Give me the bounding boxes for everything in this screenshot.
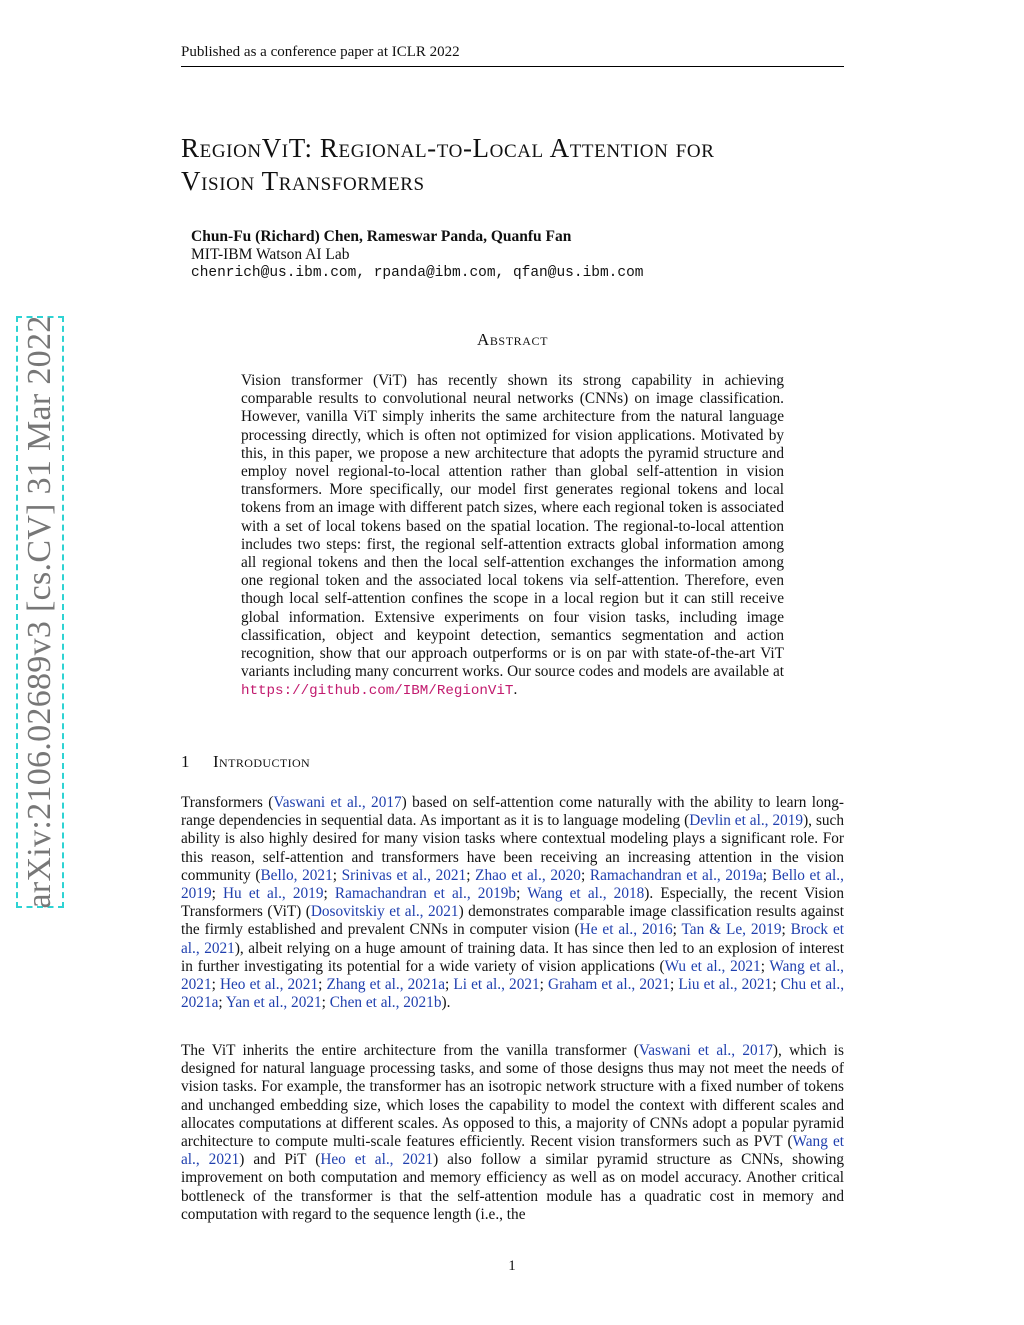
citation-link[interactable]: Hu et al., 2019 xyxy=(223,885,324,903)
paragraph-text: ; xyxy=(580,866,590,884)
abstract-text: Vision transformer (ViT) has recently shown its strong capability in achieving comparable results to convolutional neural networks (CNNs) on image classification. However, vanilla ViT simply inherits the same architecture from the natural language processing directly, which is often not optimized for vision applications. Motivated by this, in this paper, we propose a new architecture that adopts the pyramid structure and employ novel regional-to-local attention rather than global self-attention in vision transformers. More specifically, our model first generates regional tokens and local tokens from an image with different patch sizes, where each regional token is associated with a set of local tokens based on the spatial location. The regional-to-local attention includes two steps: first, the regional self-attention extracts global information among all regional tokens and then the local self-attention exchanges the information among one regional token and the associated local tokens via self-attention. Therefore, even though local self-attention confines the scope in a local region but it can still receive global information. Extensive experiments on four vision tasks, including image classification, object and keypoint detection, semantics segmentation and action recognition, show that our approach outperforms or is on par with state-of-the-art ViT variants including many concurrent works. Our source codes and models are available at xyxy=(241,372,784,681)
paragraph-text: ) demonstrates comparable image classification results against the firmly established and prevalent CNNs in computer vision ( xyxy=(181,903,844,939)
paragraph-text: ; xyxy=(211,976,220,994)
author-block xyxy=(191,228,831,282)
citation-link[interactable]: Wu et al., 2021 xyxy=(664,957,761,975)
section-heading xyxy=(181,752,844,772)
page-number: 1 xyxy=(508,1258,516,1274)
citation-link[interactable]: Heo et al., 2021 xyxy=(320,1151,434,1169)
citation-link[interactable]: Vaswani et al., 2017 xyxy=(273,794,402,811)
citation-link[interactable]: Brock et al., 2021 xyxy=(181,921,845,957)
paragraph-text: ; xyxy=(539,976,549,994)
paragraph-text: Transformers ( xyxy=(181,794,274,811)
citation-link[interactable]: Yan et al., 2021 xyxy=(225,994,322,1012)
citation-link[interactable]: Dosovitskiy et al., 2021 xyxy=(310,903,459,921)
paragraph-text: ; xyxy=(218,994,226,1012)
citation-link[interactable]: Wang et al., 2021 xyxy=(181,957,844,994)
paragraph-text: ; xyxy=(466,866,476,884)
paper-title xyxy=(181,132,844,198)
citation-link[interactable]: Liu et al., 2021 xyxy=(678,976,773,994)
paragraph-text: ; xyxy=(318,976,327,994)
paragraph-text: ; xyxy=(772,976,781,994)
citation-link[interactable]: Wang et al., 2018 xyxy=(527,885,645,903)
paragraph-text: ; xyxy=(669,976,679,994)
running-header: Published as a conference paper at ICLR 2022 xyxy=(181,44,460,60)
citation-link[interactable]: Wang et al., 2021 xyxy=(181,1133,844,1169)
paragraph-text: ; xyxy=(445,976,454,994)
paragraph-text: ). Especially, the recent Vision Transformers (ViT) ( xyxy=(181,885,844,921)
intro-paragraph-2 xyxy=(181,1042,844,1224)
paragraph-text: ; xyxy=(760,957,770,975)
arxiv-id: arXiv:2106.02689v3 [cs.CV] 31 Mar 2022 xyxy=(21,315,58,909)
citation-link[interactable]: Graham et al., 2021 xyxy=(548,976,670,994)
citation-link[interactable]: Tan & Le, 2019 xyxy=(681,921,782,939)
citation-link[interactable]: Heo et al., 2021 xyxy=(219,976,319,994)
paragraph-text: ). xyxy=(441,994,451,1012)
header-rule xyxy=(181,66,844,67)
citation-link[interactable]: Zhang et al., 2021a xyxy=(326,976,446,994)
paragraph-text: ), such ability is also highly desired for many vision tasks where contextual modeling plays a significant role. For this reason, self-attention and transformers have been receiving an increasing attention in the vision community ( xyxy=(181,812,844,884)
abstract-heading: Abstract xyxy=(476,330,549,349)
citation-link[interactable]: Vaswani et al., 2017 xyxy=(638,1042,773,1059)
citation-link[interactable]: Ramachandran et al., 2019b xyxy=(334,885,517,903)
abstract-body xyxy=(241,372,784,701)
paragraph-text: ) and PiT ( xyxy=(239,1151,321,1169)
citation-link[interactable]: Bello et al., 2019 xyxy=(181,866,844,903)
paragraph-text: ; xyxy=(211,885,223,903)
citation-link[interactable]: Ramachandran et al., 2019a xyxy=(589,866,763,884)
title-line-2: Vision Transformers xyxy=(181,166,425,196)
paragraph-text: The ViT inherits the entire architecture from the vanilla transformer ( xyxy=(181,1042,639,1059)
paragraph-text: ; xyxy=(781,921,791,939)
citation-link[interactable]: Zhao et al., 2020 xyxy=(475,866,581,884)
paragraph-text: ; xyxy=(332,866,342,884)
paragraph-text: ) based on self-attention come naturally with the ability to learn long-range dependencies in sequential data. As important as it is to language modeling ( xyxy=(181,794,845,830)
paragraph-text: ), albeit relying on a huge amount of training data. It has since then led to an explosion of interest in further investigating its potential for a wide variety of vision applications ( xyxy=(181,939,844,975)
citation-link[interactable]: Li et al., 2021 xyxy=(453,976,540,994)
citation-link[interactable]: Devlin et al., 2019 xyxy=(689,812,804,830)
section-number: 1 xyxy=(181,752,190,771)
author-affiliation: MIT-IBM Watson AI Lab xyxy=(191,246,350,263)
paragraph-text: ) also follow a similar pyramid structure as CNNs, showing improvement on both computation and memory efficiency as well as on model accuracy. Another critical bottleneck of the transformer is that the self-attention module has a quadratic cost in memory and computation with regard to the sequence length (i.e., the xyxy=(181,1151,844,1223)
citation-link[interactable]: Bello, 2021 xyxy=(260,866,333,884)
author-emails: chenrich@us.ibm.com, rpanda@ibm.com, qfan@us.ibm.com xyxy=(191,265,644,281)
abstract-end: . xyxy=(513,681,518,699)
citation-link[interactable]: Srinivas et al., 2021 xyxy=(341,866,467,884)
paragraph-text: ; xyxy=(516,885,528,903)
paragraph-text: ; xyxy=(672,921,682,939)
paragraph-text: ; xyxy=(323,885,335,903)
title-line-1: RegionViT: Regional-to-Local Attention for xyxy=(181,133,715,163)
citation-link[interactable]: Chen et al., 2021b xyxy=(329,994,442,1012)
citation-link[interactable]: Chu et al., 2021a xyxy=(181,976,845,1012)
code-link[interactable]: https://github.com/IBM/RegionViT xyxy=(241,683,514,700)
paragraph-text: ), which is designed for natural language processing tasks, and some of those designs thus may not meet the needs of vision tasks. For example, the transformer has an isotropic network structure with a fixed number of tokens and unchanged embedding size, which loses the capability to model the context with different scales and allocates computations at different scales. As opposed to this, a majority of CNNs adopt a popular pyramid architecture to compute multi-scale features efficiently. Recent vision transformers such as PVT ( xyxy=(181,1042,845,1151)
author-names: Chun-Fu (Richard) Chen, Rameswar Panda, Quanfu Fan xyxy=(191,228,572,245)
arxiv-stamp xyxy=(16,316,64,908)
citation-link[interactable]: He et al., 2016 xyxy=(579,921,673,939)
paragraph-text: ; xyxy=(321,994,330,1012)
section-title: Introduction xyxy=(213,752,311,771)
intro-paragraph-1 xyxy=(181,794,844,1012)
paragraph-text: ; xyxy=(762,866,772,884)
